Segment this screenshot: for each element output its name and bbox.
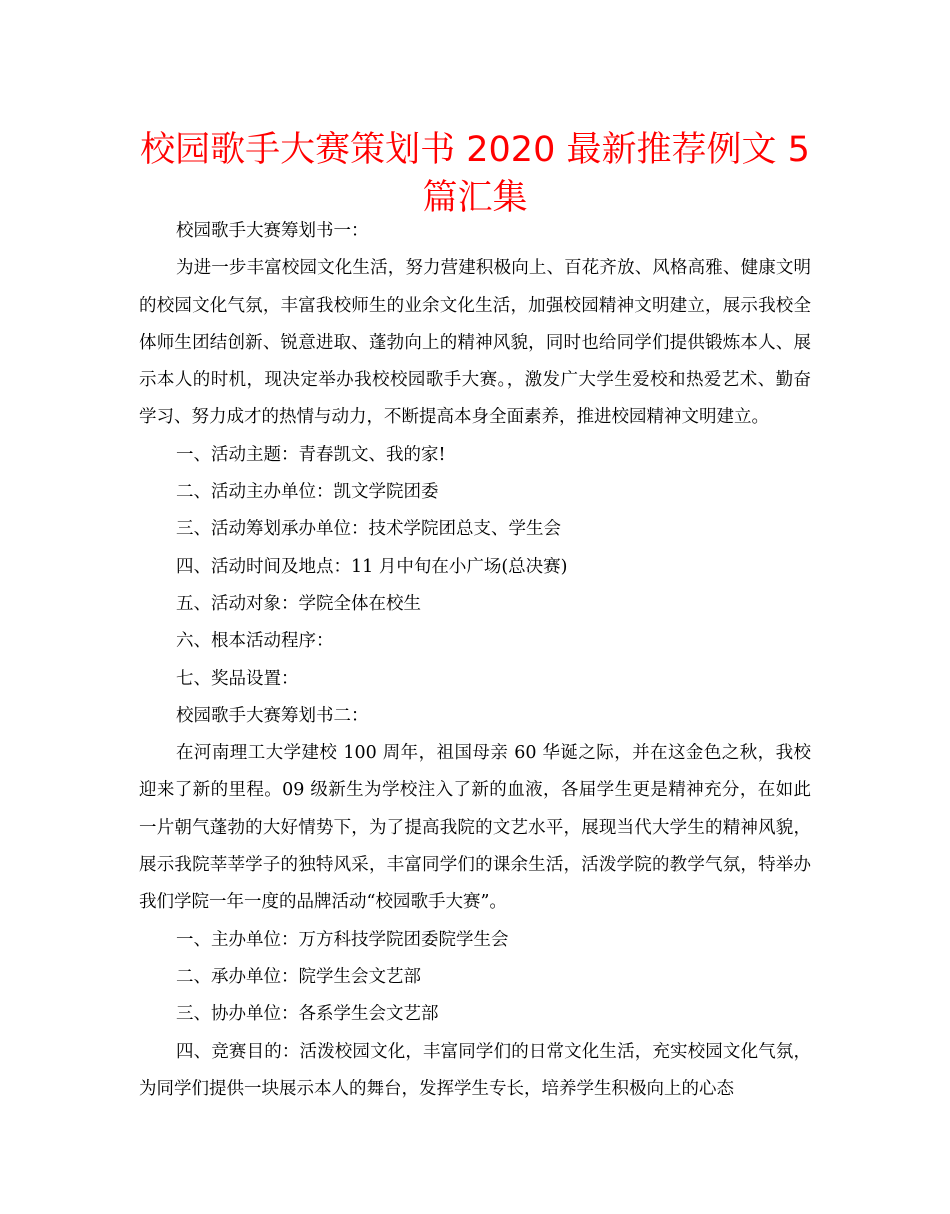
list-item: 四、活动时间及地点：11 月中旬在小广场(总决赛) [176,556,568,577]
list-item: 一、主办单位：万方科技学院团委院学生会 [176,929,509,950]
paragraph: 为进一步丰富校园文化生活，努力营建积极向上、百花齐放、风格高雅、健康文明的校园文化气氛，丰富我校师生的业余文化生活，加强校园精神文明建立，展示我校全体师生团结创新、锐意进取、蓬勃向上的精神风貌，同时也给同学们提供锻炼本人、展示本人的时机，现决定举办我校校园歌手大赛。，激发广大学生爱校和热爱艺术、勤奋学习、努力成才的热情与动力，不断提高本身全面素养，推进校园精神文明建立。 [139,258,811,428]
list-item: 七、奖品设置： [176,668,299,689]
list-item: 六、根本活动程序： [176,631,334,652]
list-item: 一、活动主题：青春凯文、我的家! [176,444,446,465]
section-heading: 校园歌手大赛筹划书一： [176,221,369,241]
section-heading: 校园歌手大赛筹划书二： [176,705,369,726]
document-title: 校园歌手大赛策划书 2020 最新推荐例文 5 篇汇集 [140,130,810,218]
list-item: 三、协办单位：各系学生会文艺部 [176,1004,439,1025]
list-item: 三、活动筹划承办单位：技术学院团总支、学生会 [176,519,561,540]
paragraph: 在河南理工大学建校 100 周年，祖国母亲 60 华诞之际，并在这金色之秋，我校迎来了新的里程。09 级新生为学校注入了新的血液，各届学生更是精神充分，在如此一片朝气蓬勃的大好情势下，为了提高我院的文艺水平，展现当代大学生的精神风貌，展示我院莘莘学子的独特风采，丰富同学们的课余生活，活泼学院的教学气氛，特举办我们学院一年一度的品牌活动“校园歌手大赛”。 [139,743,811,913]
list-item: 五、活动对象：学院全体在校生 [176,593,421,614]
list-item: 二、活动主办单位：凯文学院团委 [176,482,439,503]
list-item: 二、承办单位：院学生会文艺部 [176,966,421,987]
document-body [139,213,811,1108]
paragraph: 四、竞赛目的：活泼校园文化，丰富同学们的日常文化生活，充实校园文化气氛，为同学们提供一块展示本人的舞台，发挥学生专长，培养学生积极向上的心态 [139,1041,811,1099]
